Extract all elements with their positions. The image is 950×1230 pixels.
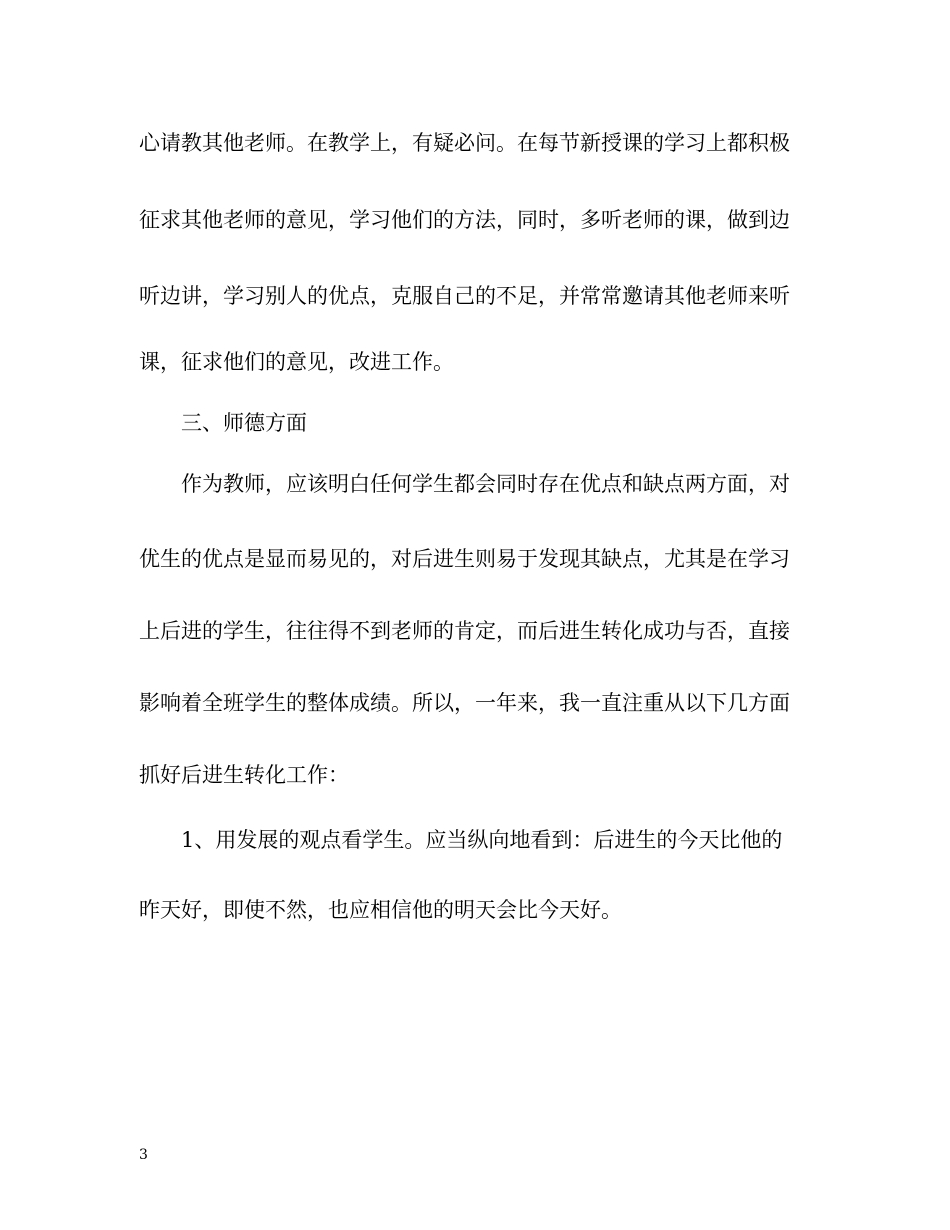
text-line: 影响着全班学生的整体成绩。所以，一年来，我一直注重从以下几方面 bbox=[139, 691, 790, 715]
text-line: 上后进的学生，往往得不到老师的肯定，而后进生转化成功与否，直接 bbox=[139, 619, 790, 643]
text-line: 昨天好，即使不然，也应相信他的明天会比今天好。 bbox=[139, 898, 622, 922]
text-line: 课，征求他们的意见，改进工作。 bbox=[139, 350, 454, 374]
text-line: 征求其他老师的意见，学习他们的方法，同时，多听老师的课，做到边 bbox=[139, 208, 790, 232]
list-item: 1、用发展的观点看学生。应当纵向地看到：后进生的今天比他的 bbox=[181, 828, 783, 852]
text-line: 心请教其他老师。在教学上，有疑必问。在每节新授课的学习上都积极 bbox=[139, 131, 790, 155]
page-number: 3 bbox=[139, 1147, 148, 1163]
text-line: 抓好后进生转化工作： bbox=[139, 763, 349, 787]
text-line: 优生的优点是显而易见的，对后进生则易于发现其缺点，尤其是在学习 bbox=[139, 547, 790, 571]
section-heading: 三、师德方面 bbox=[181, 411, 307, 435]
text-line: 作为教师，应该明白任何学生都会同时存在优点和缺点两方面，对 bbox=[181, 472, 790, 496]
text-line: 听边讲，学习别人的优点，克服自己的不足，并常常邀请其他老师来听 bbox=[139, 284, 790, 308]
